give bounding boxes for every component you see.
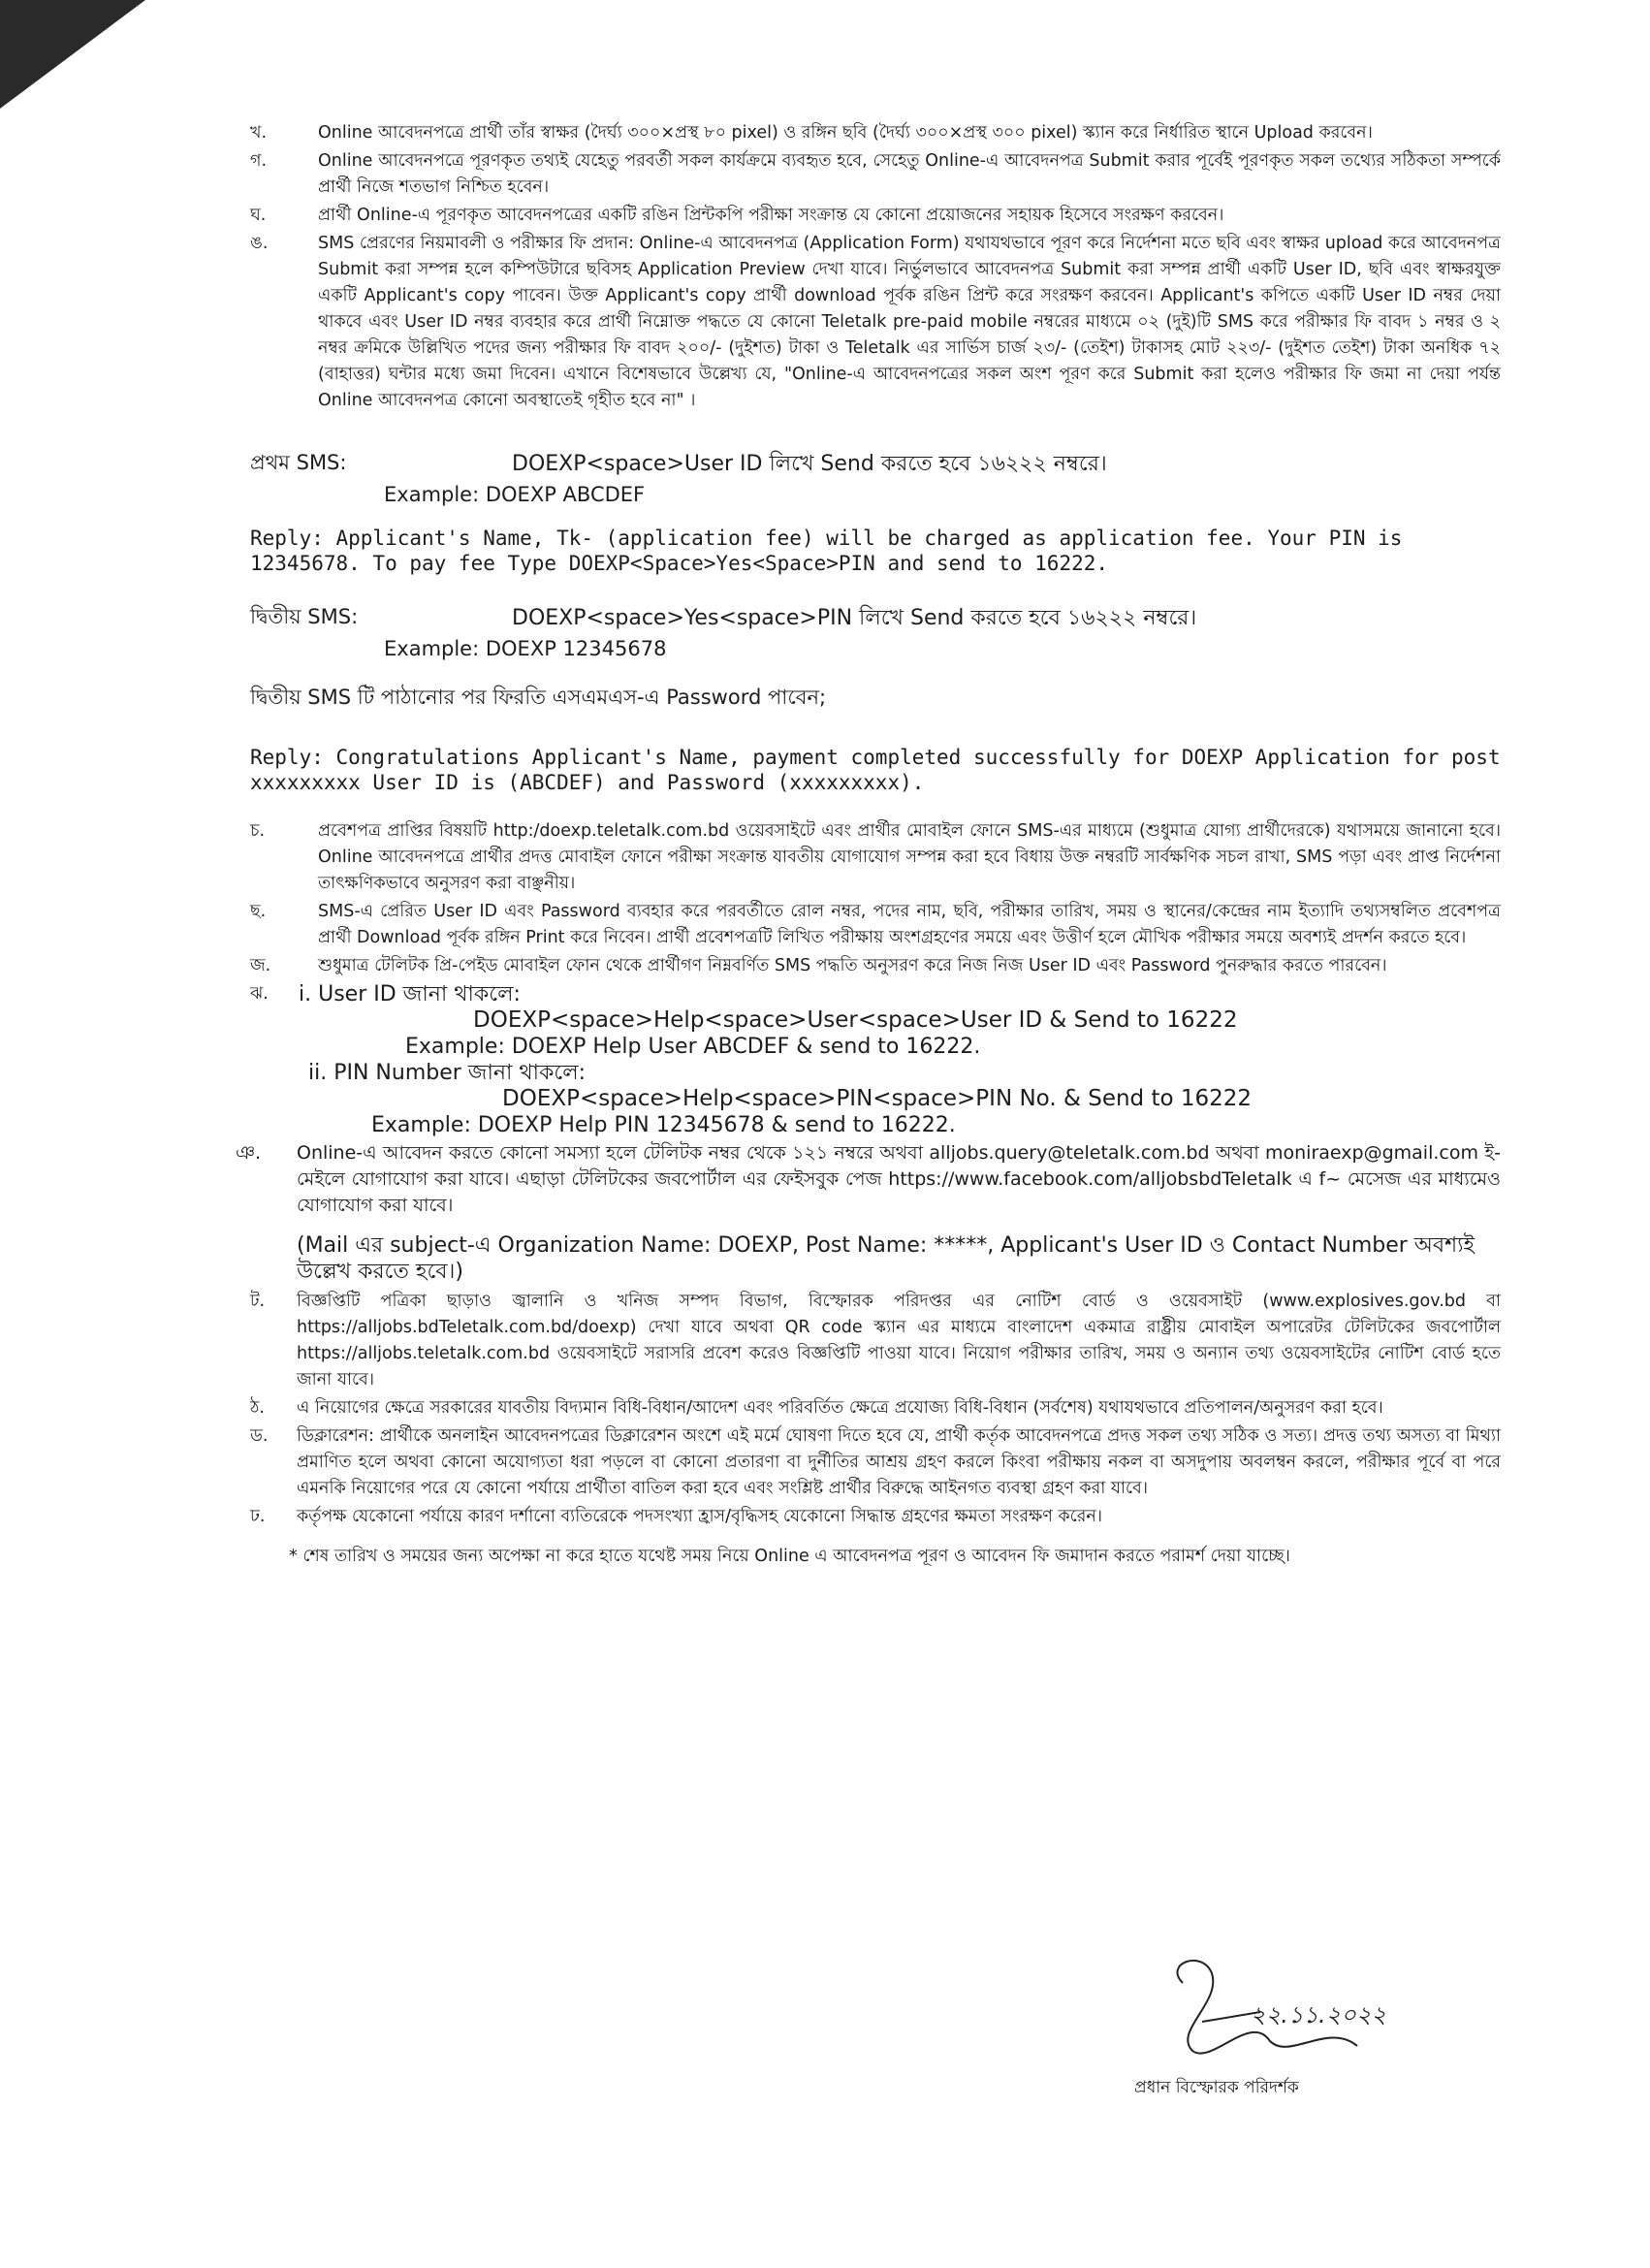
recovery-user-id-command: DOEXP<space>Help<space>User<space>User ID & Send to 16222 xyxy=(473,1007,1238,1033)
item-text: Online আবেদনপত্রে প্রার্থী তাঁর স্বাক্ষর (দৈর্ঘ্য ৩০০×প্রস্থ ৮০ pixel) ও রঙ্গিন ছবি (দৈর্ঘ্য ৩০০×প্রস্থ ৩০০ pixel) স্ক্যান করে নির্ধারিত স্থানে Upload করবেন। xyxy=(318,123,1373,143)
sms-first-example: Example: DOEXP ABCDEF xyxy=(384,483,646,506)
signature-date: ২২.১১.২০২২ xyxy=(1251,2001,1387,2028)
mail-subject-note: (Mail এর subject-এ Organization Name: DOEXP, Post Name: *****, Applicant's User ID ও Contact Number অবশ্যই উল্লেখ করতে হবে।) xyxy=(297,1233,1475,1284)
recovery-pin-example: Example: DOEXP Help PIN 12345678 & send to 16222. xyxy=(371,1113,956,1137)
sms-second xyxy=(250,601,1501,660)
contact-text: Online-এ আবেদন করতে কোনো সমস্যা হলে টেলিটক নম্বর থেকে ১২১ নম্বরে অথবা alljobs.query@teletalk.com.bd অথবা monirаexp@gmail.com ই-মেইলে যোগাযোগ করা যাবে। এছাড়া টেলিটকের জবপোর্টাল এর ফেইসবুক পেজ https://www.facebook.com/alljobsbdTeletalk এ f~ মেসেজ এর মাধ্যমেও যোগাযোগ করা যাবে। xyxy=(297,1142,1501,1216)
item-label: গ. xyxy=(250,151,268,171)
item-text: Online আবেদনপত্রে পূরণকৃত তথ্যই যেহেতু পরবর্তী সকল কার্যক্রমে ব্যবহৃত হবে, সেহেতু Online-এ আবেদনপত্র Submit করার পূর্বেই পূরণকৃত সকল তথ্যের সঠিকতা সম্পর্কে প্রার্থী নিজে শতভাগ নিশ্চিত হবেন। xyxy=(318,151,1501,197)
item-da xyxy=(250,1423,1501,1502)
recovery-pin-command: DOEXP<space>Help<space>PIN<space>PIN No. & Send to 16222 xyxy=(502,1086,1253,1111)
scan-corner-shadow xyxy=(0,0,145,109)
item-label: ঢ. xyxy=(250,1507,266,1526)
item-text: SMS-এ প্রেরিত User ID এবং Password ব্যবহার করে পরবর্তীতে রোল নম্বর, পদের নাম, ছবি, পরীক্ষার তারিখ, সময় ও স্থানের/কেন্দ্রের নাম ইত্যাদি তথ্যসম্বলিত প্রবেশপত্র প্রার্থী Download পূর্বক রঙ্গিন Print করে নিবেন। প্রার্থী প্রবেশপত্রটি লিখিত পরীক্ষায় অংশগ্রহণের সময়ে এবং উত্তীর্ণ হলে মৌখিক পরীক্ষার সময়ে অবশ্যই প্রদর্শন করতে হবে। xyxy=(318,902,1501,947)
item-label: চ. xyxy=(250,821,266,841)
after-sms-note: দ্বিতীয় SMS টি পাঠানোর পর ফিরতি এসএমএস-এ Password পাবেন; xyxy=(250,686,827,709)
item-dha xyxy=(250,1504,1501,1530)
item-text: এ নিয়োগের ক্ষেত্রে সরকারের যাবতীয় বিদ্যমান বিধি-বিধান/আদেশ এবং পরিবর্তিত ক্ষেত্রে প্রযোজ্য বিধি-বিধান (সর্বশেষ) যথাযথভাবে প্রতিপালন/অনুসরণ করা হবে। xyxy=(297,1398,1383,1418)
item-text: প্রার্থী Online-এ পূরণকৃত আবেদনপত্রের একটি রঙিন প্রিন্টকপি পরীক্ষা সংক্রান্ত যে কোনো প্রয়োজনের সহায়ক হিসেবে সংরক্ষণ করবেন। xyxy=(318,206,1224,225)
reply-second: Reply: Congratulations Applicant's Name, payment completed successfully for DOEXP Application for post xxxxxxxxx User ID is (ABCDEF) and Password (xxxxxxxxx). xyxy=(250,746,1501,794)
item-umo xyxy=(250,231,1501,414)
item-ta xyxy=(250,1289,1501,1393)
item-label: ঞ. xyxy=(236,1142,262,1164)
recovery-user-id-head: i. User ID জানা থাকলে: xyxy=(299,982,521,1006)
item-text: শুধুমাত্র টেলিটক প্রি-পেইড মোবাইল ফোন থেকে প্রার্থীগণ নিম্নবর্ণিত SMS পদ্ধতি অনুসরণ করে নিজ নিজ User ID এবং Password পুনরুদ্ধার করতে পারবেন। xyxy=(318,956,1387,975)
sms-second-example: Example: DOEXP 12345678 xyxy=(384,637,667,660)
item-kha xyxy=(250,120,1501,146)
item-text: কর্তৃপক্ষ যেকোনো পর্যায়ে কারণ দর্শানো ব্যতিরেকে পদসংখ্যা হ্রাস/বৃদ্ধিসহ যেকোনো সিদ্ধান্ত গ্রহণের ক্ষমতা সংরক্ষণ করেন। xyxy=(297,1507,1103,1526)
recovery-pin-head: ii. PIN Number জানা থাকলে: xyxy=(308,1061,587,1085)
item-text: প্রবেশপত্র প্রাপ্তির বিষয়টি http:/doexp.teletalk.com.bd ওয়েবসাইটে এবং প্রার্থীর মোবাইল ফোনে SMS-এর মাধ্যমে (শুধুমাত্র যোগ্য প্রার্থীদেরকে) যথাসময়ে জানানো হবে। Online আবেদনপত্রে প্রার্থীর প্রদত্ত মোবাইল ফোনে পরীক্ষা সংক্রান্ত যাবতীয় যোগাযোগ সম্পন্ন করা হবে বিধায় উক্ত নম্বরটি সার্বক্ষণিক সচল রাখা, SMS পড়া এবং প্রাপ্ত নির্দেশনা তাৎক্ষণিকভাবে অনুসরণ করা বাঞ্ছনীয়। xyxy=(318,821,1501,893)
item-label: ট. xyxy=(250,1292,266,1311)
item-cha xyxy=(250,818,1501,897)
item-label: ছ. xyxy=(250,902,267,921)
reply-first: Reply: Applicant's Name, Tk- (application fee) will be charged as application fee. Your PIN is 12345678. To pay fee Type DOEXP<Space>Yes<Space>PIN and send to 16222. xyxy=(250,527,1403,575)
footnote: * শেষ তারিখ ও সময়ের জন্য অপেক্ষা না করে হাতে যথেষ্ট সময় নিয়ে Online এ আবেদনপত্র পূরণ ও আবেদন ফি জমাদান করতে পরামর্শ দেয়া যাচ্ছে। xyxy=(289,1547,1290,1566)
item-label: ঘ. xyxy=(250,206,267,225)
recovery-user-id-example: Example: DOEXP Help User ABCDEF & send to 16222. xyxy=(405,1035,981,1059)
item-label: ঠ. xyxy=(250,1398,265,1418)
sms-first-head: প্রথম SMS: xyxy=(250,451,347,474)
item-ja xyxy=(250,953,1501,979)
item-ga xyxy=(250,148,1501,201)
item-chha xyxy=(250,899,1501,951)
item-label: ঙ. xyxy=(250,234,269,253)
item-text: ডিক্লারেশন: প্রার্থীকে অনলাইন আবেদনপত্রের ডিক্লারেশন অংশে এই মর্মে ঘোষণা দিতে হবে যে, প্রার্থী কর্তৃক আবেদনপত্রে প্রদত্ত সকল তথ্য সঠিক ও সত্য। প্রদত্ত তথ্য অসত্য বা মিথ্যা প্রমাণিত হলে অথবা কোনো অযোগ্যতা ধরা পড়লে বা কোনো প্রতারণা বা দুর্নীতির আশ্রয় গ্রহণ করলে কিংবা পরীক্ষায় নকল বা অসদুপায় অবলম্বন করলে, পরীক্ষার পূর্বে বা পরে এমনকি নিয়োগের পরে যে কোনো পর্যায়ে প্রার্থীতা বাতিল করা হবে এবং সংশ্লিষ্ট প্রার্থীর বিরুদ্ধে আইনগত ব্যবস্থা গ্রহণ করা যাবে। xyxy=(297,1426,1501,1498)
sms-first-command: DOEXP<space>User ID লিখে Send করতে হবে ১৬২২২ নম্বরে। xyxy=(512,452,1107,476)
item-label: ঝ. xyxy=(250,984,269,1004)
item-jha-recovery xyxy=(250,981,1501,1138)
item-text: SMS প্রেরণের নিয়মাবলী ও পরীক্ষার ফি প্রদান: Online-এ আবেদনপত্র (Application Form) যথাযথভাবে পূরণ করে নির্দেশনা মতে ছবি এবং স্বাক্ষর upload করে আবেদনপত্র Submit করা সম্পন্ন হলে কম্পিউটারে ছবিসহ Application Preview দেখা যাবে। নির্ভুলভাবে আবেদনপত্র Submit করা সম্পন্ন প্রার্থী একটি User ID, ছবি এবং স্বাক্ষরযুক্ত একটি Applicant's copy পাবেন। উক্ত Applicant's copy প্রার্থী download পূর্বক রঙিন প্রিন্ট করে সংরক্ষণ করবেন। Applicant's কপিতে একটি User ID নম্বর দেয়া থাকবে এবং User ID নম্বর ব্যবহার করে প্রার্থী নিম্নোক্ত পদ্ধতে যে কোনো Teletalk pre-paid mobile নম্বরের মাধ্যমে ০২ (দুই)টি SMS করে পরীক্ষার ফি বাবদ ১ নম্বর ও ২ নম্বর ক্রমিকে উল্লিখিত পদের জন্য পরীক্ষার ফি বাবদ ২০০/- (দুইশত) টাকা ও Teletalk এর সার্ভিস চার্জ ২৩/- (তেইশ) টাকাসহ মোট ২২৩/- (দুইশত তেইশ) টাকা অনধিক ৭২ (বাহাত্তর) ঘন্টার মধ্যে জমা দিবেন। এখানে বিশেষভাবে উল্লেখ্য যে, "Online-এ আবেদনপত্রের সকল অংশ পূরণ করে Submit করা হলেও পরীক্ষার ফি জমা না দেয়া পর্যন্ত Online আবেদনপত্র কোনো অবস্থাতেই গৃহীত হবে না" । xyxy=(318,234,1501,410)
item-tha xyxy=(250,1395,1501,1421)
sms-second-head: দ্বিতীয় SMS: xyxy=(250,605,359,628)
item-label: ড. xyxy=(250,1426,269,1446)
item-label: খ. xyxy=(250,123,268,143)
signatory-title: প্রধান বিস্ফোরক পরিদর্শক xyxy=(1134,2078,1299,2097)
item-label: জ. xyxy=(250,956,271,975)
item-text: বিজ্ঞপ্তিটি পত্রিকা ছাড়াও জ্বালানি ও খনিজ সম্পদ বিভাগ, বিস্ফোরক পরিদপ্তর এর নোটিশ বোর্ড ও ওয়েবসাইট (www.explosives.gov.bd বা https://alljobs.bdTeletalk.com.bd/doexp) দেখা যাবে অথবা QR code স্ক্যান এর মাধ্যমে বাংলাদেশ একমাত্র রাষ্ট্রীয় মোবাইল অপারেটর টেলিটকের জবপোর্টাল https://alljobs.teletalk.com.bd ওয়েবসাইটে সরাসরি প্রবেশ করেও বিজ্ঞপ্তিটি পাওয়া যাবে। নিয়োগ পরীক্ষার তারিখ, সময় ও অন্যান তথ্য ওয়েবসাইটের নোটিশ বোর্ড হতে জানা যাবে। xyxy=(297,1292,1501,1390)
sms-first xyxy=(250,447,1501,506)
document-body xyxy=(236,120,1501,1570)
sms-second-command: DOEXP<space>Yes<space>PIN লিখে Send করতে হবে ১৬২২২ নম্বরে। xyxy=(512,606,1197,630)
item-nya-contact xyxy=(236,1140,1501,1219)
item-gha xyxy=(250,203,1501,229)
